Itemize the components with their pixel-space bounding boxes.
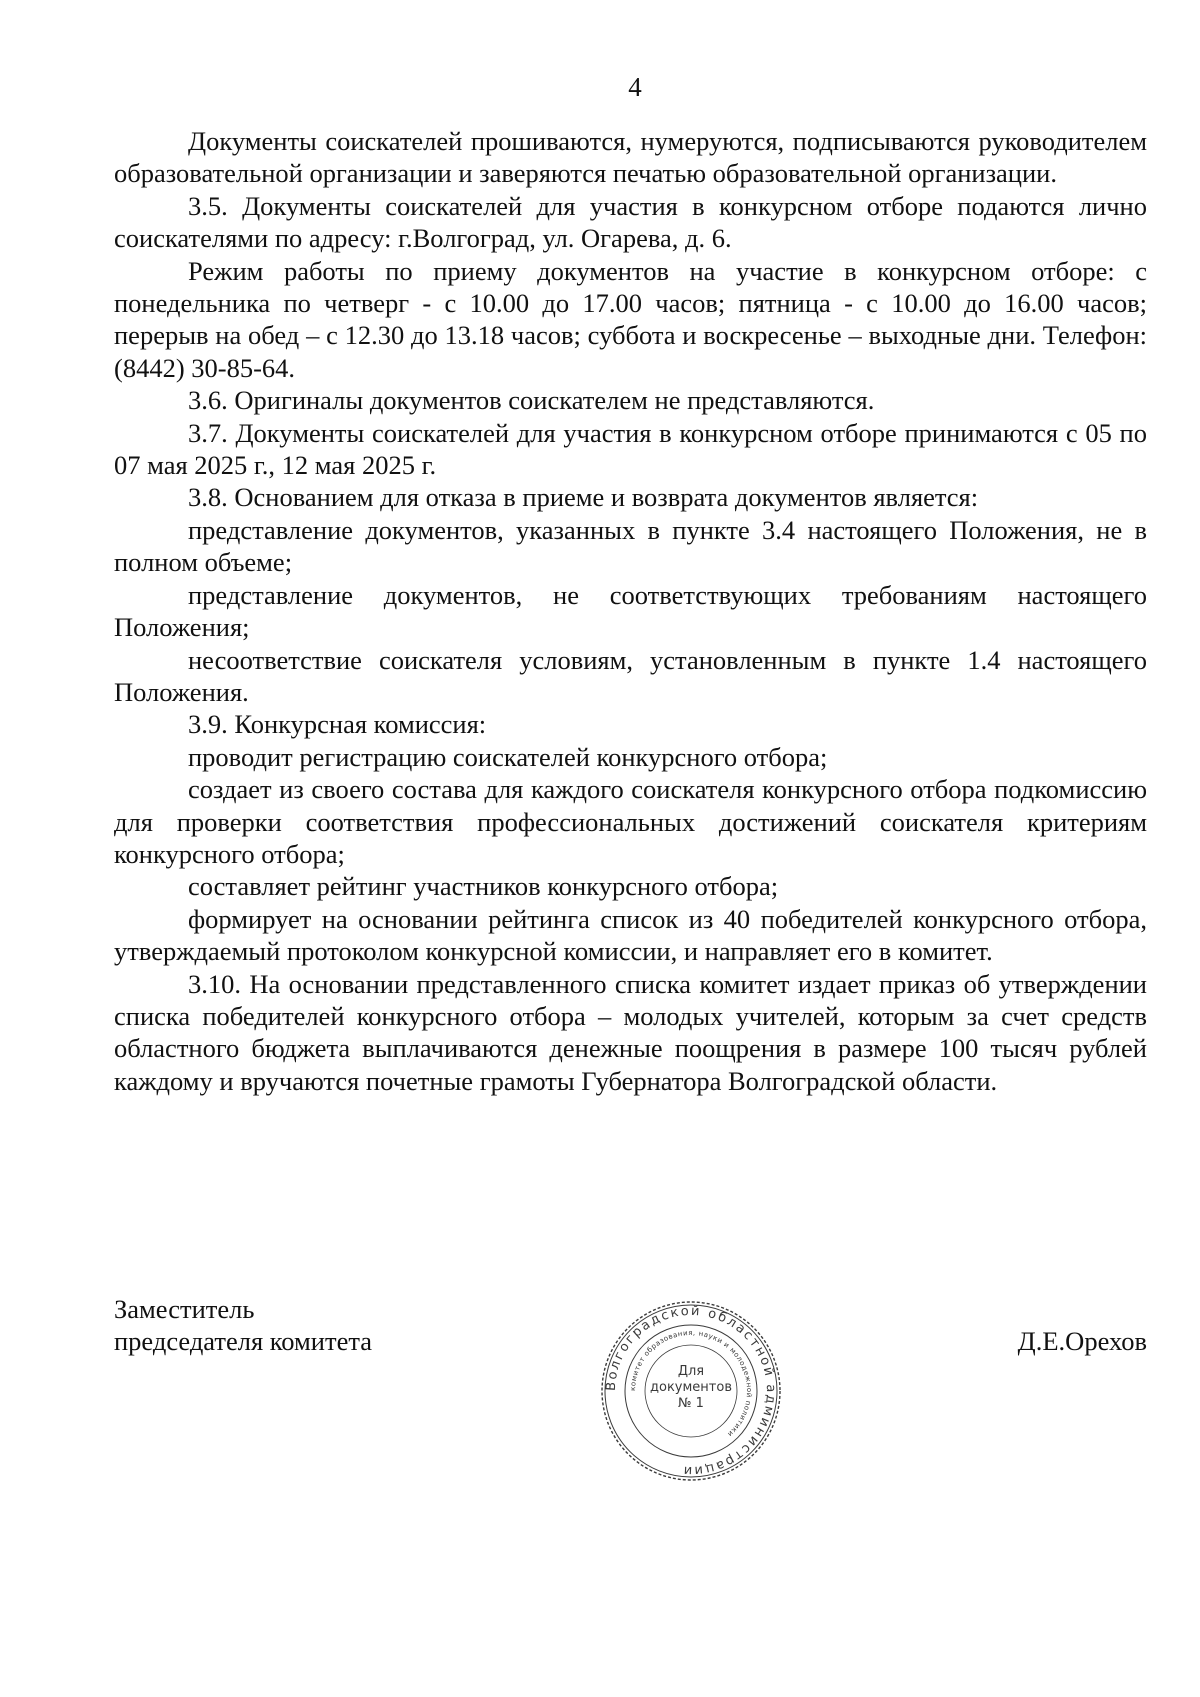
paragraph: представление документов, не соответствующих требованиям настоящего Положения; xyxy=(114,579,1147,643)
paragraph: 3.9. Конкурсная комиссия: xyxy=(188,709,487,740)
signatory-position-line: председателя комитета xyxy=(114,1326,372,1357)
page-number: 4 xyxy=(628,72,642,102)
paragraph: 3.10. На основании представленного списка комитет издает приказ об утверждении списка победителей конкурсного отбора – молодых учителей, которым за счет средств областного бюджета выплачиваются денежные поощрения в размере 100 тысяч рублей каждому и вручаются почетные грамоты Губернатора Волгоградской области. xyxy=(114,968,1147,1096)
paragraph: несоответствие соискателя условиям, установленным в пункте 1.4 настоящего Положения. xyxy=(114,644,1147,707)
paragraph: 3.8. Основанием для отказа в приеме и возврата документов является: xyxy=(188,482,979,513)
signatory-position-line: Заместитель xyxy=(114,1294,255,1324)
stamp-outer-text: Волгоградской областной администрации xyxy=(603,1303,779,1479)
paragraph: 3.5. Документы соискателей для участия в конкурсном отборе подаются лично соискателями по адресу: г.Волгоград, ул. Огарева, д. 6. xyxy=(114,190,1147,254)
paragraph: представление документов, указанных в пункте 3.4 настоящего Положения, не в полном объеме; xyxy=(114,514,1147,578)
paragraph: Режим работы по приему документов на участие в конкурсном отборе: с понедельника по четверг - с 10.00 до 17.00 часов; пятница - с 10.00 до 16.00 часов; перерыв на обед – с 12.30 до 13.18 часов; суббота и воскресенье – выходные дни. Телефон: (8442) 30-85-64. xyxy=(114,255,1147,383)
stamp-center-line: № 1 xyxy=(678,1396,704,1411)
stamp-center-text xyxy=(598,1364,784,1412)
paragraph: 3.7. Документы соискателей для участия в конкурсном отборе принимаются с 05 по 07 мая 2025 г., 12 мая 2025 г. xyxy=(114,417,1147,481)
paragraph: проводит регистрацию соискателей конкурсного отбора; xyxy=(188,741,828,772)
official-stamp xyxy=(598,1298,784,1484)
paragraph: 3.6. Оригиналы документов соискателем не представляются. xyxy=(188,385,875,416)
paragraph: составляет рейтинг участников конкурсного отбора; xyxy=(188,871,779,902)
paragraph: создает из своего состава для каждого соискателя конкурсного отбора подкомиссию для проверки соответствия профессиональных достижений соискателя критериям конкурсного отбора; xyxy=(114,774,1147,869)
stamp-center-line: документов xyxy=(650,1380,732,1395)
paragraph: Документы соискателей прошиваются, нумеруются, подписываются руководителем образовательной организации и заверяются печатью образовательной организации. xyxy=(114,126,1147,189)
signatory-position xyxy=(114,1293,372,1358)
stamp-center-line: Для xyxy=(677,1364,705,1379)
signatory-name: Д.Е.Орехов xyxy=(1017,1326,1147,1357)
stamp-inner-text: комитет образования, науки и молодежной политики xyxy=(628,1328,754,1439)
paragraph: формирует на основании рейтинга список из 40 победителей конкурсного отбора, утверждаемый протоколом конкурсной комиссии, и направляет его в комитет. xyxy=(114,903,1147,967)
document-body xyxy=(114,125,1147,1097)
